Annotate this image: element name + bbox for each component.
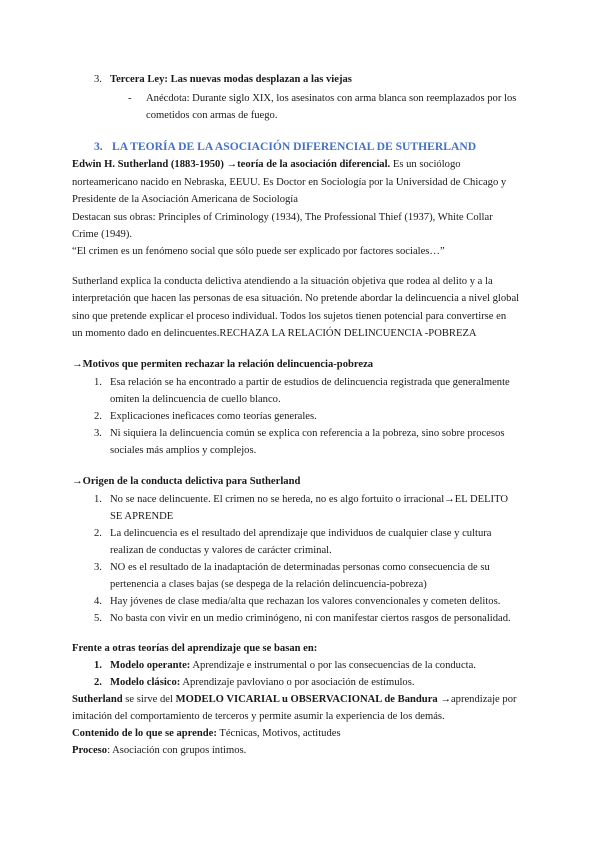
vicarial-text: se sirve del bbox=[122, 694, 176, 705]
proceso-label: Proceso bbox=[72, 745, 108, 756]
model-label: Modelo clásico: bbox=[110, 677, 181, 688]
vicarial-line bbox=[72, 691, 517, 708]
list-text-cont: realizan de conductas y valores de carácter criminal. bbox=[110, 545, 332, 556]
list-number: 1. bbox=[94, 660, 102, 671]
author-works-cont: Crime (1949). bbox=[72, 229, 133, 240]
model-text: Aprendizaje e instrumental o por las consecuencias de la conducta. bbox=[190, 660, 476, 671]
author-works: Destacan sus obras: Principles of Criminology (1934), The Professional Thief (1937), White Collar bbox=[72, 212, 493, 223]
list-text-cont: pertenencia a clases bajas (se despega de la relación delincuencia-pobreza) bbox=[110, 579, 427, 590]
list-number: 2. bbox=[94, 528, 102, 539]
proceso-text: : Asociación con grupos íntimos. bbox=[107, 745, 247, 756]
explanation-line: sino que pretende explicar el proceso individual. Todos los sujetos tienen potencial para convertirse en bbox=[72, 311, 507, 322]
list-text: NO es el resultado de la inadaptación de determinadas personas como consecuencia de su bbox=[110, 562, 490, 573]
model-text: Aprendizaje pavloviano o por asociación de estímulos. bbox=[180, 677, 415, 688]
anecdote-text-cont: cometidos con armas de fuego. bbox=[146, 110, 278, 121]
list-text: La delincuencia es el resultado del aprendizaje que individuos de cualquier clase y cultura bbox=[110, 528, 492, 539]
explanation-line: Sutherland explica la conducta delictiva atendiendo a la situación objetiva que rodea al delito y a la bbox=[72, 276, 493, 287]
author-bio-cont: norteamericano nacido en Nebraska, EEUU. Es Doctor en Sociología por la Universidad de Chicago y bbox=[72, 177, 507, 188]
teorias-heading: Frente a otras teorías del aprendizaje que se basan en: bbox=[72, 643, 318, 654]
model-label: Modelo operante: bbox=[110, 660, 191, 671]
explanation-line: un momento dado en delincuentes.RECHAZA LA RELACIÓN DELINCUENCIA -POBREZA bbox=[72, 328, 477, 339]
contenido-text: Técnicas, Motivos, actitudes bbox=[216, 728, 341, 739]
list-text: Explicaciones ineficaces como teorías generales. bbox=[110, 411, 317, 422]
section-number: 3. bbox=[94, 140, 103, 153]
law-3-title: Tercera Ley: Las nuevas modas desplazan a las viejas bbox=[110, 74, 352, 85]
origen-heading: →Origen de la conducta delictiva para Sutherland bbox=[72, 476, 301, 487]
list-text: Hay jóvenes de clase media/alta que rechazan los valores convencionales y cometen delitos. bbox=[110, 596, 501, 607]
list-text: No basta con vivir en un medio criminógeno, ni con manifestar ciertos rasgos de personalidad. bbox=[110, 613, 511, 624]
author-bio-cont: Presidente de la Asociación Americana de Sociología bbox=[72, 194, 298, 205]
section-title: LA TEORÍA DE LA ASOCIACIÓN DIFERENCIAL DE SUTHERLAND bbox=[112, 140, 477, 153]
author-name: Edwin H. Sutherland (1883-1950) →teoría de la asociación diferencial. bbox=[72, 159, 391, 170]
dash-bullet: - bbox=[128, 93, 132, 104]
list-text-cont: omiten la delincuencia de cuello blanco. bbox=[110, 394, 281, 405]
vicarial-text: →aprendizaje por bbox=[437, 694, 517, 705]
vicarial-text-cont: imitación del comportamiento de terceros y permite asumir la experiencia de los demás. bbox=[72, 711, 445, 722]
author-quote: “El crimen es un fenómeno social que sólo puede ser explicado por factores sociales…” bbox=[72, 246, 445, 257]
author-line bbox=[72, 156, 461, 173]
motivos-heading: →Motivos que permiten rechazar la relación delincuencia-pobreza bbox=[72, 359, 374, 370]
list-number: 4. bbox=[94, 596, 102, 607]
list-text-cont: SE APRENDE bbox=[110, 511, 174, 522]
author-bio: Es un sociólogo bbox=[390, 159, 461, 170]
list-text-cont: sociales más amplios y complejos. bbox=[110, 445, 257, 456]
list-number: 3. bbox=[94, 562, 102, 573]
list-number: 1. bbox=[94, 377, 102, 388]
vicarial-model: MODELO VICARIAL u OBSERVACIONAL de Bandura bbox=[175, 694, 438, 705]
list-number: 1. bbox=[94, 494, 102, 505]
list-text: Ni siquiera la delincuencia común se explica con referencia a la pobreza, sino sobre procesos bbox=[110, 428, 505, 439]
proceso-line bbox=[72, 742, 246, 759]
contenido-line bbox=[72, 725, 341, 742]
list-text: No se nace delincuente. El crimen no se hereda, no es algo fortuito o irracional→EL DELITO bbox=[110, 494, 509, 505]
sutherland-label: Sutherland bbox=[72, 694, 123, 705]
list-text: Esa relación se ha encontrado a partir de estudios de delincuencia registrada que generalmente bbox=[110, 377, 510, 388]
list-number: 2. bbox=[94, 411, 102, 422]
anecdote-text: Anécdota: Durante siglo XIX, los asesinatos con arma blanca son reemplazados por los bbox=[146, 93, 517, 104]
explanation-line: interpretación que hacen las personas de esa situación. No pretende abordar la delincuencia a nivel global bbox=[72, 293, 520, 304]
list-number: 2. bbox=[94, 677, 102, 688]
list-number: 3. bbox=[94, 74, 102, 85]
list-number: 5. bbox=[94, 613, 102, 624]
contenido-label: Contenido de lo que se aprende: bbox=[72, 728, 217, 739]
list-number: 3. bbox=[94, 428, 102, 439]
